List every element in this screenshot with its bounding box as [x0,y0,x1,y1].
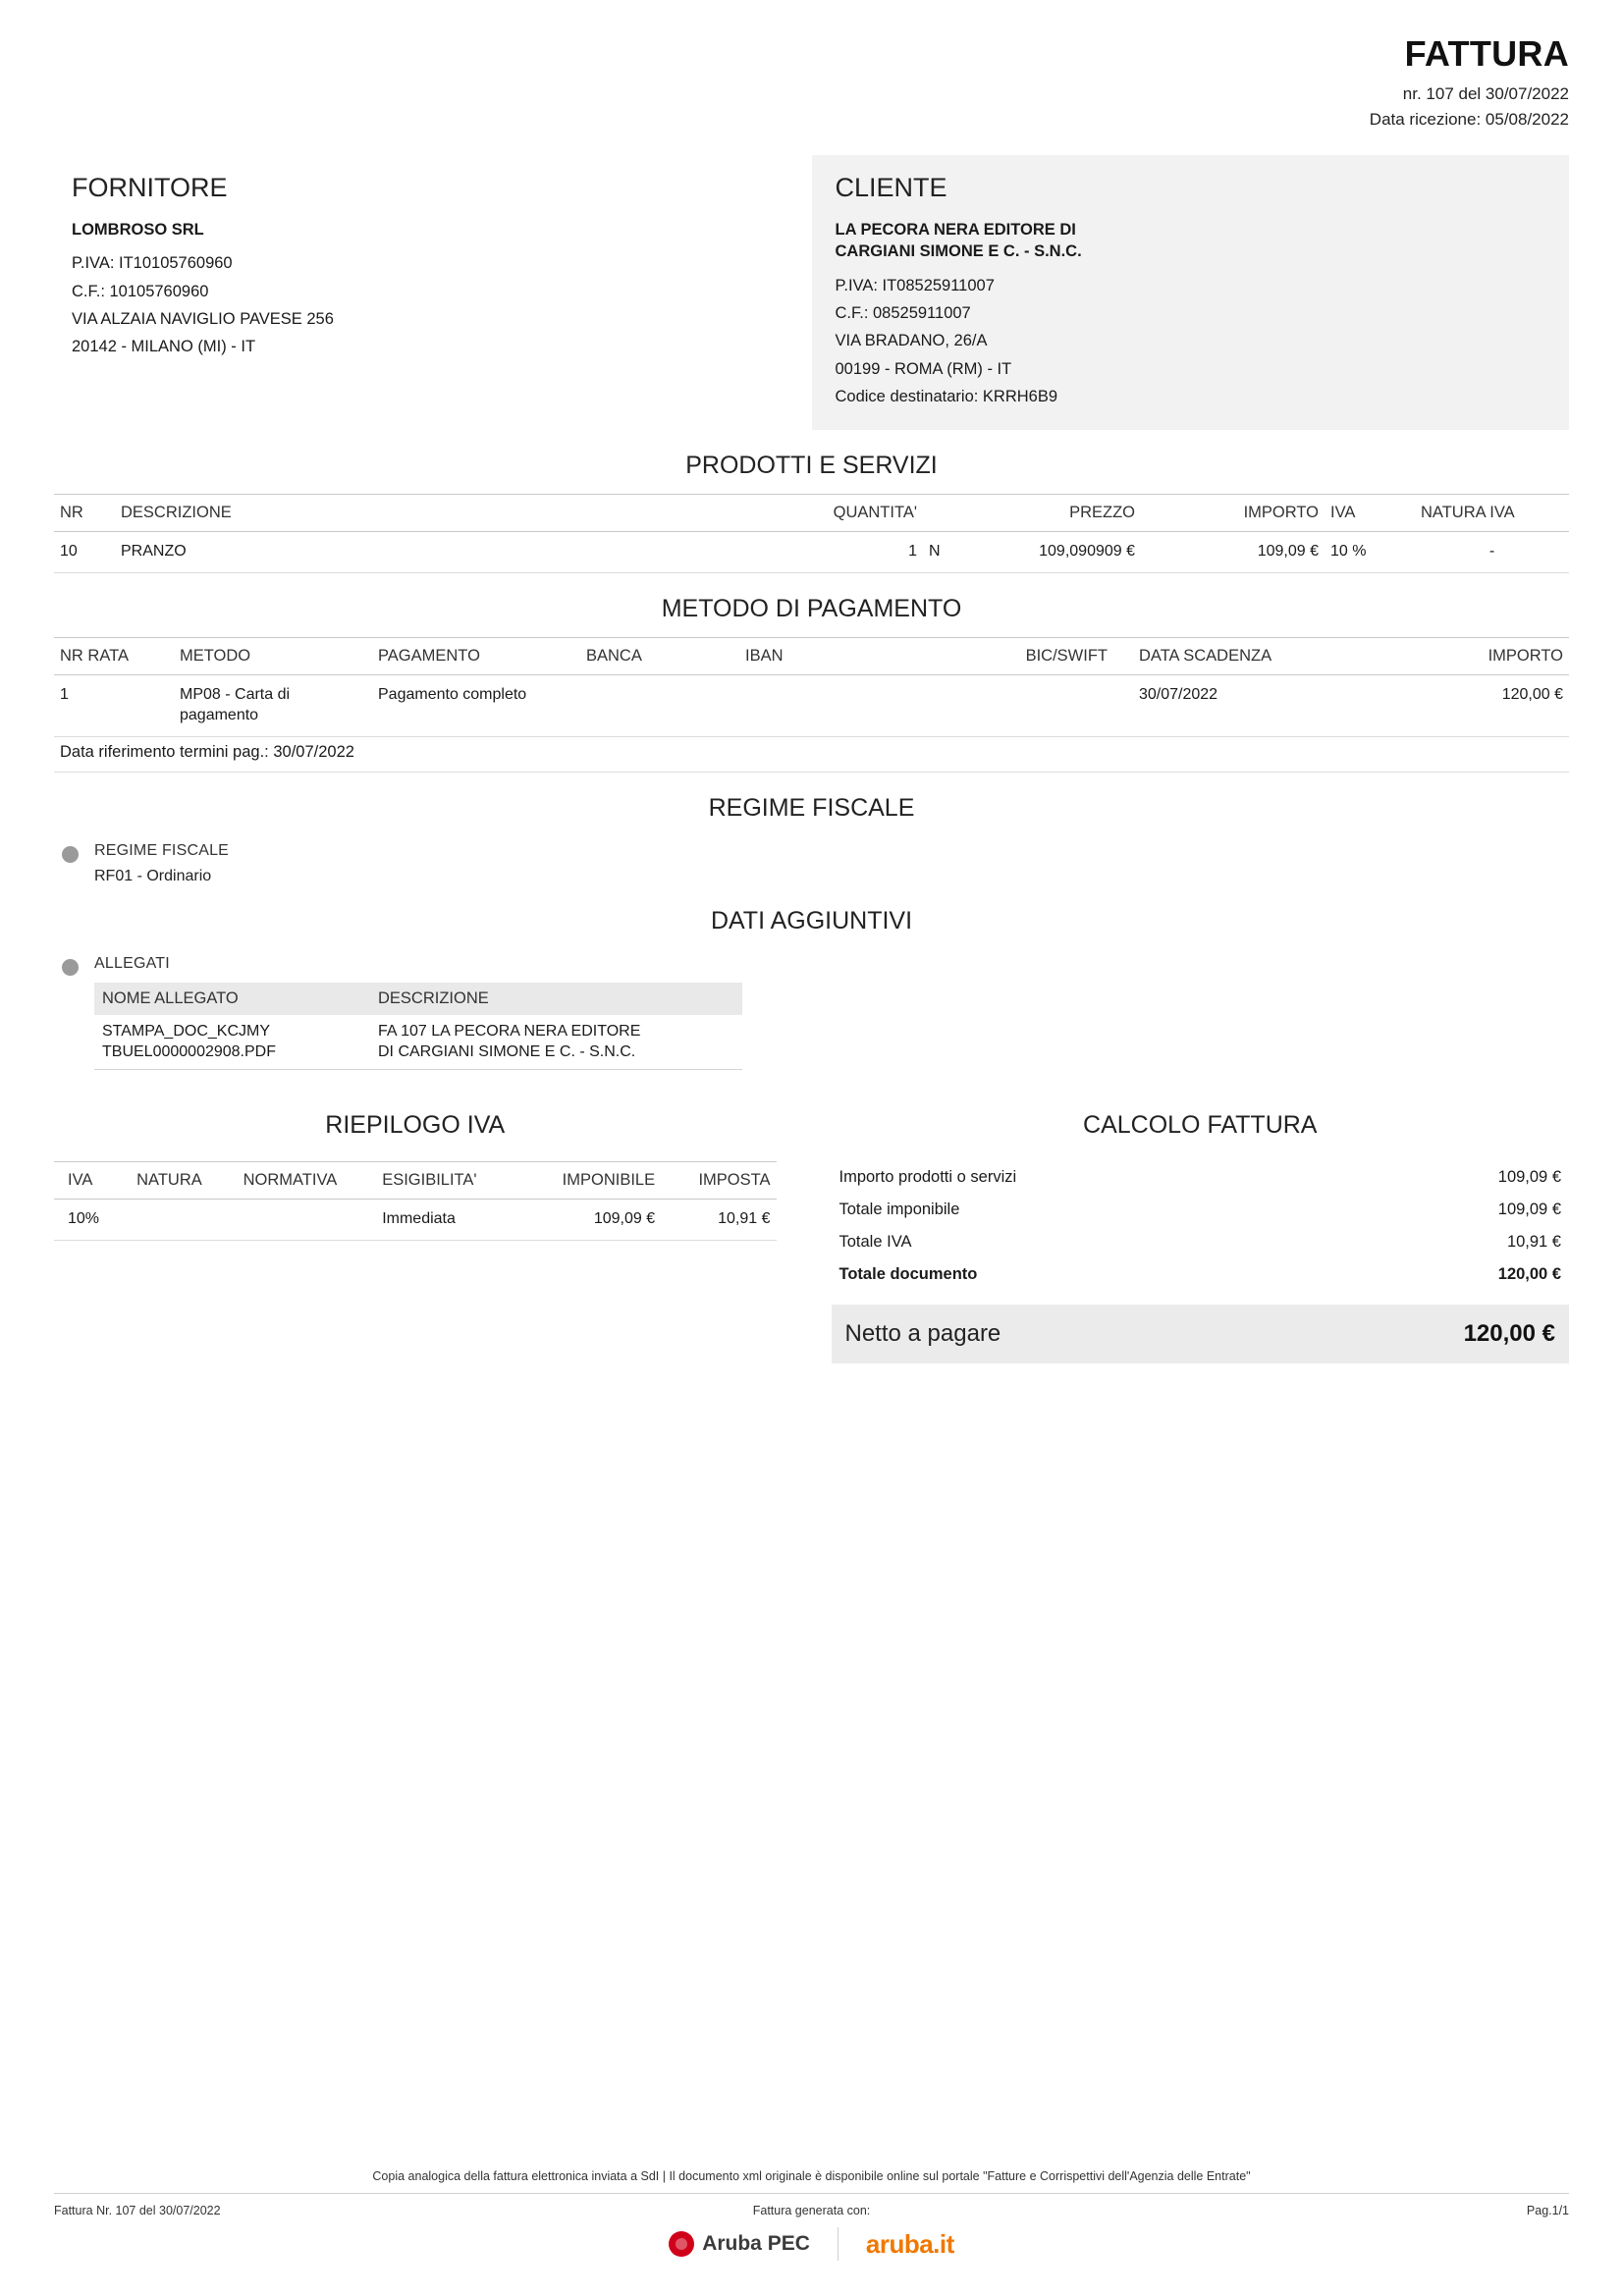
bullet-icon [62,846,79,863]
product-nr: 10 [54,532,115,573]
products-header-row [54,495,1569,532]
calc-label: Importo prodotti o servizi [839,1167,1017,1186]
calc-value: 10,91 € [1506,1232,1561,1251]
attachment-name [94,1015,370,1070]
invoice-calc-block [812,1086,1570,1363]
bullet-icon [62,959,79,976]
regime-value: RF01 - Ordinario [94,867,212,884]
product-natura-iva: - [1415,532,1569,573]
payment-col-bic: BIC/SWIFT [954,638,1113,675]
calc-row [832,1194,1570,1226]
vat-natura [131,1199,237,1240]
footer-note: Copia analogica della fattura elettronica inviata a SdI | Il documento xml originale è disponibile online sul portale "Fatture e Corrispettivi dell'Agenzia delle Entrate" [54,2169,1569,2194]
logo-divider [838,2227,839,2261]
attachments-col-descrizione: DESCRIZIONE [370,983,742,1015]
supplier-address: VIA ALZAIA NAVIGLIO PAVESE 256 [72,310,334,329]
product-descrizione: PRANZO [115,532,734,573]
page-title: FATTURA [1404,33,1569,74]
product-prezzo-value: 109,090909 € [1039,543,1135,561]
invoice-calc-rows [832,1161,1570,1291]
customer-address: VIA BRADANO, 26/A [835,332,988,350]
reception-date: Data ricezione: 05/08/2022 [1369,110,1569,129]
products-col-descrizione: DESCRIZIONE [115,495,734,532]
vat-col-imponibile: IMPONIBILE [518,1161,661,1199]
payment-col-pagamento: PAGAMENTO [372,638,580,675]
payment-header-row [54,638,1569,675]
net-to-pay-label: Netto a pagare [844,1319,1001,1347]
vat-col-imposta: IMPOSTA [661,1161,776,1199]
footer-generated-with: Fattura generata con: [752,2204,871,2217]
table-row [54,532,1569,573]
products-col-nr: NR [54,495,115,532]
attachments-block [54,949,1569,1070]
supplier-cf: C.F.: 10105760960 [72,282,209,300]
customer-name-line1: LA PECORA NERA EDITORE DI [835,221,1076,239]
product-prezzo [923,532,1141,573]
vat-col-iva: IVA [54,1161,131,1199]
vat-normativa [238,1199,377,1240]
regime-section-title: REGIME FISCALE [708,793,915,822]
supplier-name: LOMBROSO SRL [72,221,204,239]
attachments-table [94,983,742,1070]
payment-scadenza: 30/07/2022 [1113,675,1390,737]
products-col-importo: IMPORTO [1141,495,1325,532]
vat-imposta: 10,91 € [661,1199,776,1240]
customer-destination-code: Codice destinatario: KRRH6B9 [835,388,1058,406]
invoice-number: nr. 107 del 30/07/2022 [1402,84,1569,103]
footer-invoice-ref: Fattura Nr. 107 del 30/07/2022 [54,2204,221,2217]
net-to-pay-box [832,1305,1570,1363]
products-col-iva: IVA [1325,495,1415,532]
vat-imponibile: 109,09 € [518,1199,661,1240]
product-prezzo-flag: N [929,543,941,561]
supplier-piva: P.IVA: IT10105760960 [72,254,233,273]
payment-nr-rata: 1 [54,675,174,737]
attachments-col-nome: NOME ALLEGATO [94,983,370,1015]
attachment-name-line1: STAMPA_DOC_KCJMY [102,1022,270,1040]
calc-value: 109,09 € [1497,1167,1561,1186]
payment-importo: 120,00 € [1390,675,1569,737]
products-col-natura-iva: NATURA IVA [1415,495,1569,532]
vat-iva: 10% [54,1199,131,1240]
calc-value: 109,09 € [1497,1200,1561,1218]
vat-summary-title: RIEPILOGO IVA [325,1110,506,1139]
attachment-description [370,1015,742,1070]
vat-header-row [54,1161,777,1199]
products-col-prezzo: PREZZO [923,495,1141,532]
payment-iban [739,675,954,737]
calc-row [832,1226,1570,1258]
attachments-label: ALLEGATI [94,954,170,972]
customer-piva: P.IVA: IT08525911007 [835,276,995,294]
customer-name [836,219,1546,263]
attachment-name-line2: TBUEL0000002908.PDF [102,1043,276,1061]
payment-col-iban: IBAN [739,638,954,675]
supplier-block [54,155,812,430]
footer-page-number: Pag.1/1 [1526,2204,1569,2217]
product-importo: 109,09 € [1141,532,1325,573]
calc-row-total [832,1258,1570,1291]
payment-col-nr-rata: NR RATA [54,638,174,675]
regime-label: REGIME FISCALE [94,841,230,859]
table-row [54,1199,777,1240]
footer-logos [54,2227,1569,2261]
aruba-it-logo: aruba.it [865,2228,954,2259]
payment-pagamento: Pagamento completo [372,675,580,737]
product-iva: 10 % [1325,532,1415,573]
summary-section [54,1086,1569,1363]
supplier-title: FORNITORE [72,173,228,202]
calc-label: Totale imponibile [839,1200,960,1218]
products-table [54,494,1569,573]
calc-value: 120,00 € [1497,1264,1561,1283]
vat-esigibilita: Immediata [376,1199,518,1240]
vat-col-normativa: NORMATIVA [238,1161,377,1199]
customer-name-line2: CARGIANI SIMONE E C. - S.N.C. [835,242,1082,261]
seal-icon [669,2231,694,2257]
customer-city: 00199 - ROMA (RM) - IT [835,359,1012,378]
aruba-pec-logo [669,2231,810,2257]
vat-col-esigibilita: ESIGIBILITA' [376,1161,518,1199]
products-section-title: PRODOTTI E SERVIZI [685,452,938,480]
vat-col-natura: NATURA [131,1161,237,1199]
invoice-calc-title: CALCOLO FATTURA [1083,1110,1318,1139]
vat-summary-table [54,1161,777,1241]
payment-section-title: METODO DI PAGAMENTO [661,595,962,623]
calc-label: Totale documento [839,1264,978,1283]
customer-block [812,155,1570,430]
payment-col-banca: BANCA [580,638,739,675]
aruba-pec-logo-text: Aruba PEC [702,2232,810,2255]
table-row [94,1015,742,1070]
additional-section-title: DATI AGGIUNTIVI [710,906,913,934]
payment-banca [580,675,739,737]
attachments-header-row [94,983,742,1015]
customer-cf: C.F.: 08525911007 [835,303,971,322]
payment-terms-note: Data riferimento termini pag.: 30/07/2022 [54,737,1569,773]
payment-bic [954,675,1113,737]
parties-section [54,155,1569,430]
vat-summary-block [54,1086,812,1363]
attachment-desc-line2: DI CARGIANI SIMONE E C. - S.N.C. [378,1043,636,1061]
page-footer [54,2169,1569,2261]
document-header [54,0,1569,130]
attachment-desc-line1: FA 107 LA PECORA NERA EDITORE [378,1022,641,1040]
product-quantita: 1 [734,532,923,573]
regime-block [54,836,1569,885]
table-row [54,675,1569,737]
payment-col-metodo: METODO [174,638,372,675]
payment-col-scadenza: DATA SCADENZA [1113,638,1390,675]
calc-row [832,1161,1570,1194]
payment-table [54,637,1569,737]
calc-label: Totale IVA [839,1232,912,1251]
products-col-quantita: QUANTITA' [734,495,923,532]
supplier-city: 20142 - MILANO (MI) - IT [72,338,256,356]
net-to-pay-value: 120,00 € [1463,1319,1555,1347]
payment-col-importo: IMPORTO [1390,638,1569,675]
customer-title: CLIENTE [835,173,947,202]
payment-metodo: MP08 - Carta di pagamento [174,675,372,737]
